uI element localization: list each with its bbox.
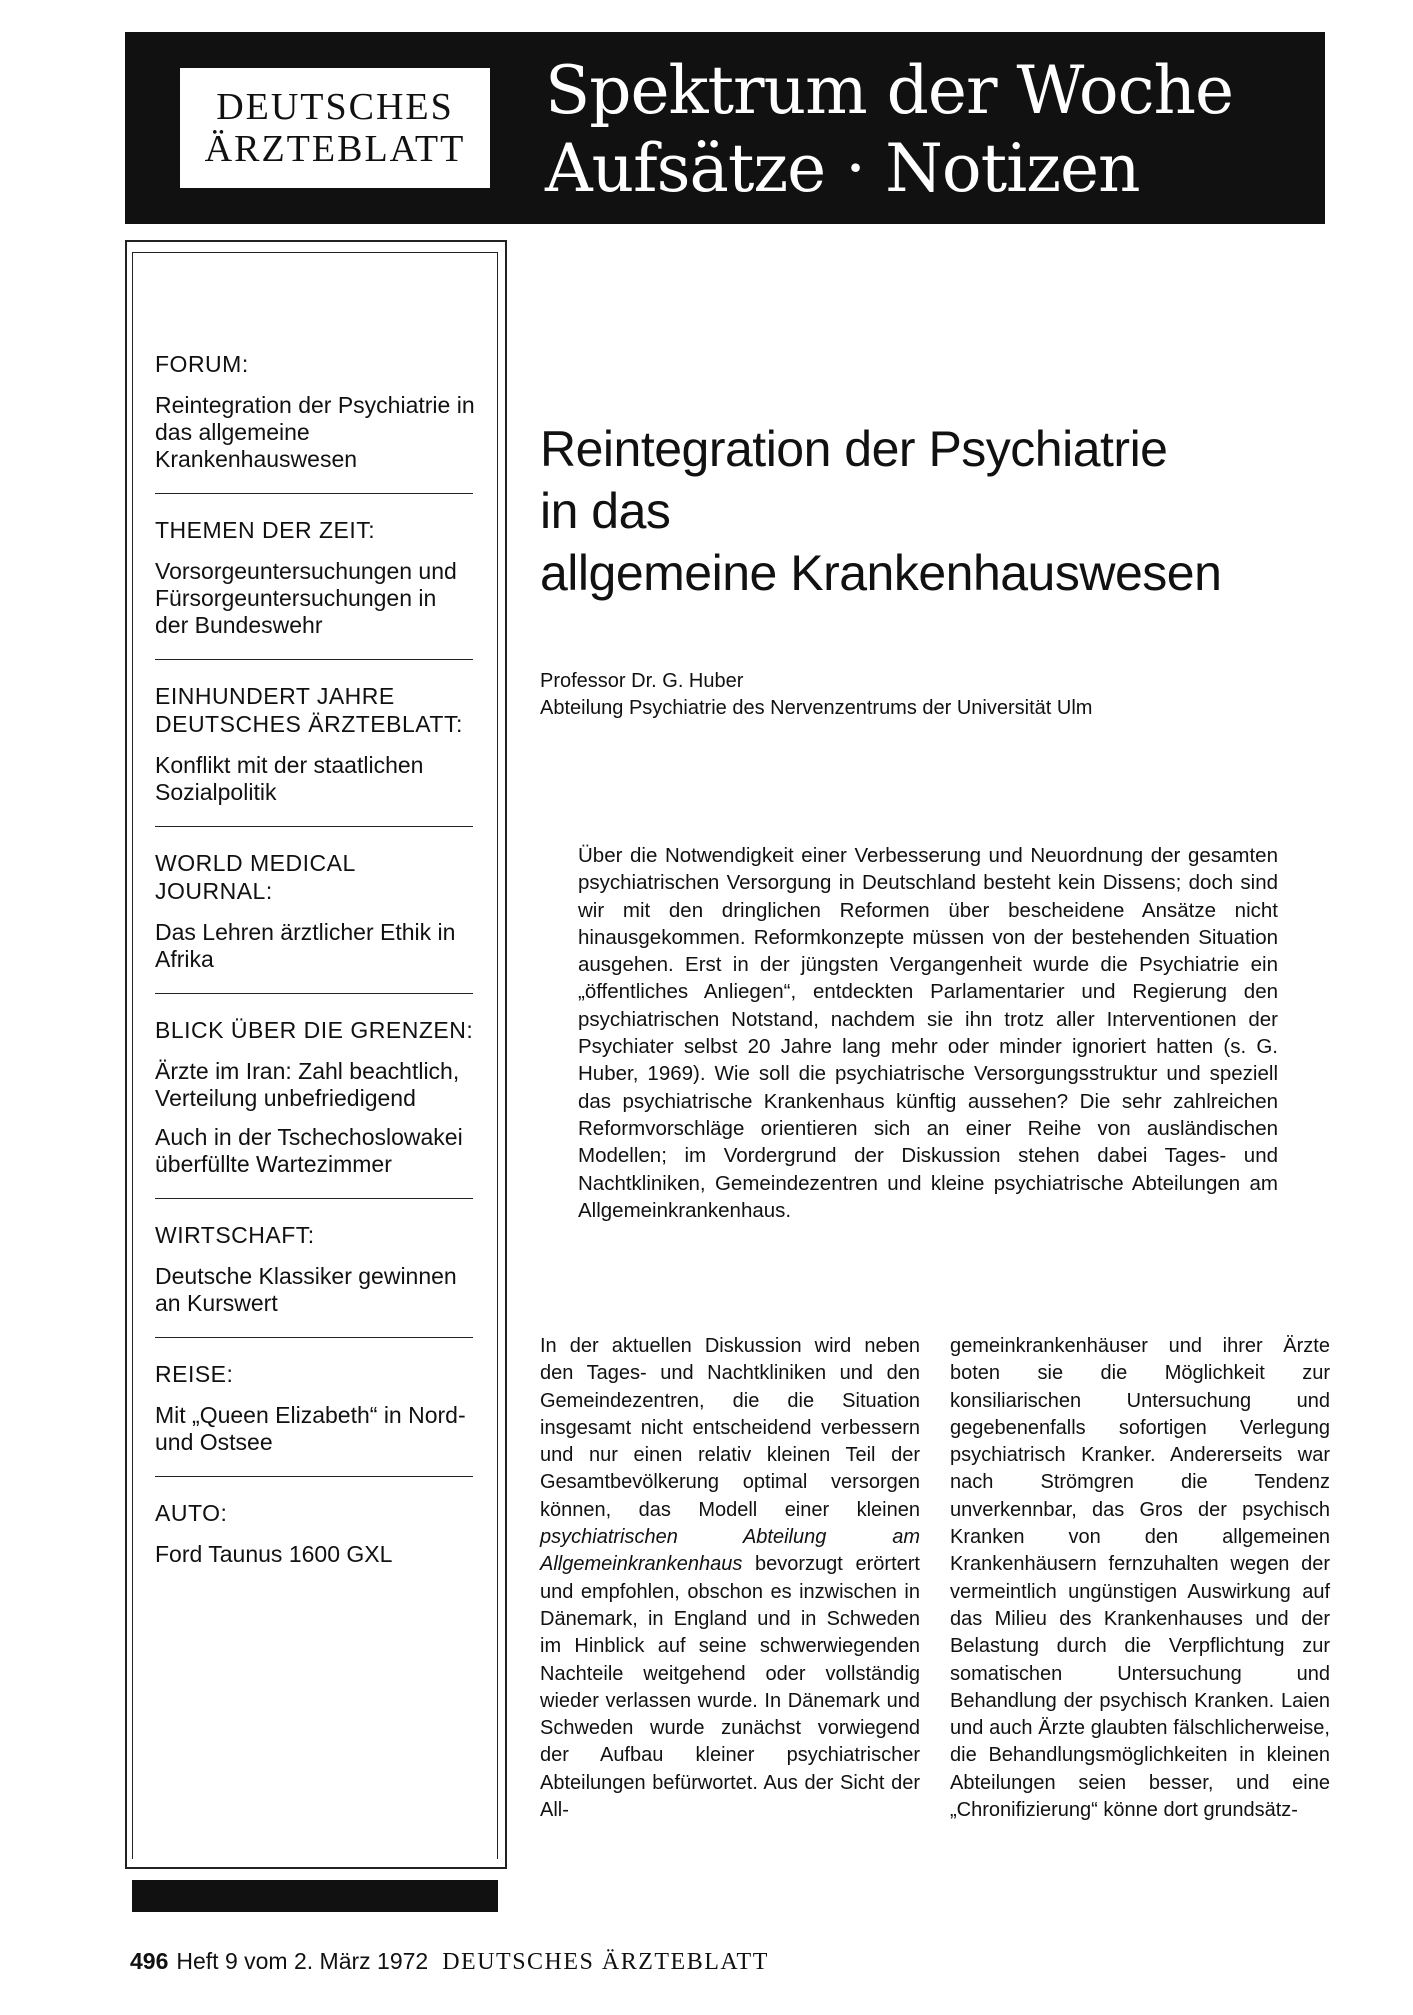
masthead-title-line-1: Spektrum der Woche: [545, 52, 1234, 129]
contents-section: [155, 350, 475, 473]
article-title-line-2: in das: [540, 483, 671, 539]
body-text: bevorzugt erörtert und empfohlen, obschon es inzwischen in Dänemark, in England und in Schweden im Hinblick auf seine schwerwiegenden Nachteile weitgehend oder vollständig wieder verlassen wurde. In Dänemark und Schweden wurde zunächst vorwiegend der Aufbau kleiner psychiatrischer Abteilungen befürwortet. Aus der Sicht der All-: [540, 1553, 920, 1822]
contents-sidebar: [125, 240, 505, 1920]
section-entry[interactable]: Das Lehren ärztlicher Ethik in Afrika: [155, 919, 456, 972]
section-entry[interactable]: Ford Taunus 1600 GXL: [155, 1541, 393, 1567]
brand-line-2: ÄRZTEBLATT: [204, 128, 466, 170]
section-heading: THEMEN DER ZEIT:: [155, 517, 376, 543]
contents-section: [155, 1221, 475, 1317]
masthead-title-line-2: Aufsätze · Notizen: [545, 130, 1140, 207]
footer-brand: DEUTSCHES ÄRZTEBLATT: [442, 1949, 769, 1975]
divider: [155, 493, 473, 494]
divider: [155, 1476, 473, 1477]
divider: [155, 993, 473, 994]
author-name: Professor Dr. G. Huber: [540, 670, 744, 692]
section-entry[interactable]: Auch in der Tschechoslowakei überfüllte Wartezimmer: [155, 1124, 463, 1177]
sidebar-contents-list: [155, 350, 475, 1580]
masthead: [125, 32, 1325, 224]
section-heading: EINHUNDERT JAHRE DEUTSCHES ÄRZTEBLATT:: [155, 683, 463, 737]
article-abstract: Über die Notwendigkeit einer Verbesserung und Neuordnung der gesamten psychiatrischen Versorgung in Deutschland besteht kein Dissens; doch sind wir mit den dringlichen Reformen über bescheidene Ansätze nicht hinausgekommen. Reformkonzepte müssen von der bestehenden Situation ausgehen. Erst in der jüngsten Vergangenheit wurde die Psychiatrie ein „öffentliches Anliegen“, entdeckten Parlamentarier und Regierung den psychiatrischen Notstand, nachdem sie ihn trotz aller Interventionen der Psychiater selbst 20 Jahre lang mehr oder minder ignoriert hatten (s. G. Huber, 1969). Wie soll die psychiatrische Versorgungsstruktur und speziell das psychiatrische Krankenhaus künftig aussehen? Die sehr zahlreichen Reformvorschläge orientieren sich an einer Reihe von ausländischen Modellen; im Vordergrund der Diskussion stehen dabei Tages- und Nachtkliniken, Gemeindezentren und kleine psychiatrische Abteilungen am Allgemeinkrankenhaus.: [578, 844, 1278, 1222]
brand-line-1: DEUTSCHES: [216, 86, 454, 128]
section-entry[interactable]: Deutsche Klassiker gewinnen an Kurswert: [155, 1263, 457, 1316]
masthead-title: [545, 52, 1233, 208]
section-heading: WORLD MEDICAL JOURNAL:: [155, 850, 355, 904]
divider: [155, 659, 473, 660]
author-block: [540, 668, 1320, 722]
section-entry[interactable]: Mit „Queen Elizabeth“ in Nord- und Ostsee: [155, 1402, 466, 1455]
divider: [155, 826, 473, 827]
section-heading: BLICK ÜBER DIE GRENZEN:: [155, 1017, 474, 1043]
sidebar-bottom-bar: [132, 1880, 498, 1912]
author-affiliation: Abteilung Psychiatrie des Nervenzentrums der Universität Ulm: [540, 697, 1093, 719]
body-column-2: gemeinkrankenhäuser und ihrer Ärzte boten sie die Möglichkeit zur konsiliarischen Untersuchung und gegebenenfalls sofortigen Verlegung psychiatrisch Kranker. Andererseits war nach Strömgren die Tendenz unverkennbar, das Gros der psychisch Kranken von den allgemeinen Krankenhäusern fernzuhalten wegen der vermeintlich ungünstigen Auswirkung auf das Milieu des Krankenhauses und der Belastung durch die Verpflichtung zur somatischen Untersuchung und Behandlung der psychisch Kranken. Laien und auch Ärzte glaubten fälschlicherweise, die Behandlungsmöglichkeiten in kleinen Abteilungen seien besser, und eine „Chronifizierung“ könne dort grundsätz-: [950, 1335, 1330, 1822]
body-text-italic: psychiatrischen Abteilung am Allgemeinkrankenhaus: [540, 1526, 920, 1576]
article-title-line-3: allgemeine Krankenhauswesen: [540, 545, 1222, 601]
page-number: 496: [130, 1948, 169, 1974]
section-heading: WIRTSCHAFT:: [155, 1222, 315, 1248]
issue-info: Heft 9 vom 2. März 1972: [176, 1948, 429, 1974]
contents-section: [155, 1016, 475, 1178]
section-entry[interactable]: Reintegration der Psychiatrie in das allgemeine Krankenhauswesen: [155, 392, 475, 472]
section-entry[interactable]: Konflikt mit der staatlichen Sozialpolitik: [155, 752, 424, 805]
body-text: In der aktuellen Diskussion wird neben den Tages- und Nachtkliniken und den Gemeindezentren, die die Situation insgesamt nicht entscheidend verbessern und nur einen relativ kleinen Teil der Gesamtbevölkerung optimal versorgen können, das Modell einer kleinen: [540, 1335, 920, 1521]
contents-section: [155, 849, 475, 973]
contents-section: [155, 516, 475, 639]
contents-section: [155, 1499, 475, 1568]
section-heading: AUTO:: [155, 1500, 228, 1526]
section-entry[interactable]: Ärzte im Iran: Zahl beachtlich, Verteilung unbefriedigend: [155, 1058, 460, 1111]
article-title: [540, 418, 1320, 604]
section-heading: FORUM:: [155, 351, 249, 377]
section-entry[interactable]: Vorsorgeuntersuchungen und Fürsorgeuntersuchungen in der Bundeswehr: [155, 558, 457, 638]
divider: [155, 1198, 473, 1199]
section-heading: REISE:: [155, 1361, 234, 1387]
body-column-1: [540, 1333, 920, 1824]
article-title-line-1: Reintegration der Psychiatrie: [540, 421, 1168, 477]
contents-section: [155, 682, 475, 806]
divider: [155, 1337, 473, 1338]
contents-section: [155, 1360, 475, 1456]
page-footer: [130, 1946, 1130, 1977]
brand-logo-box: [180, 68, 490, 188]
